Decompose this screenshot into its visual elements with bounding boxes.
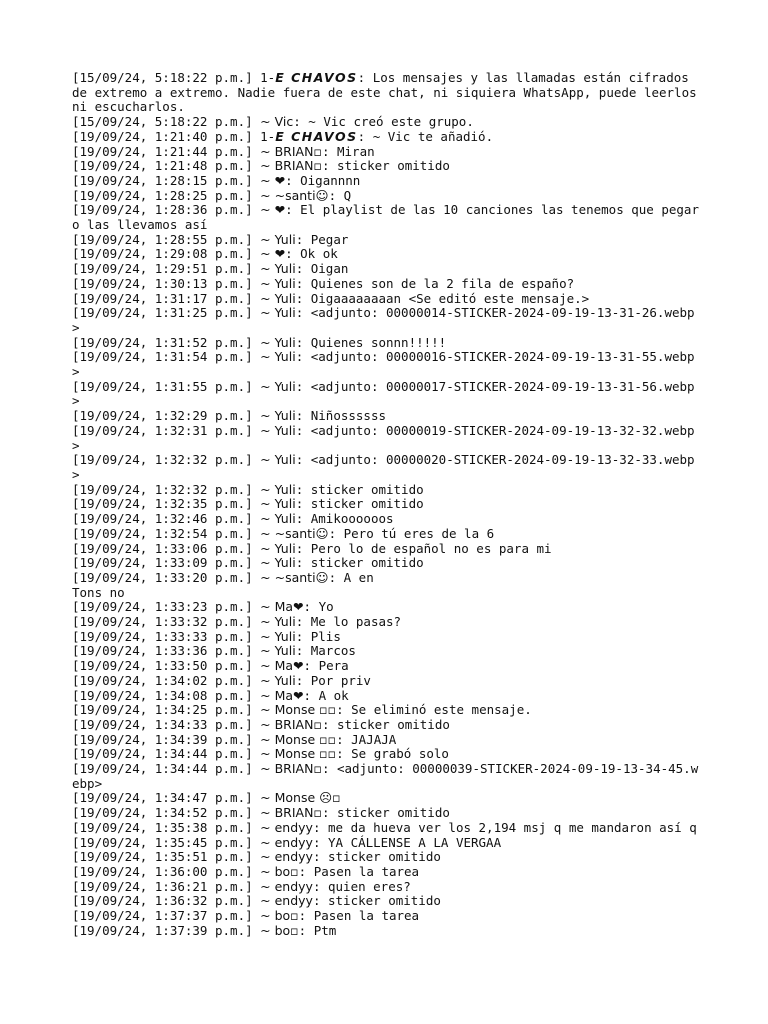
message-text: : Niñossssss <box>295 408 386 424</box>
sender-name: ~ Yuli <box>260 378 296 394</box>
message-timestamp: [19/09/24, 1:34:02 p.m.] <box>72 672 261 688</box>
message-line <box>72 130 702 145</box>
message-text: : Pasen la tarea <box>298 908 420 924</box>
message-timestamp: [19/09/24, 1:29:08 p.m.] <box>72 246 261 262</box>
message-text: : sticker omitido <box>312 849 441 865</box>
message-timestamp: [19/09/24, 1:28:36 p.m.] <box>72 202 261 218</box>
message-text: : A en Tons no <box>72 569 374 600</box>
message-text: : Amikoooooos <box>295 511 394 527</box>
message-text: : sticker omitido <box>321 158 450 174</box>
message-text: : sticker omitido <box>295 496 424 512</box>
message-text: : sticker omitido <box>295 481 424 497</box>
message-line <box>72 806 702 821</box>
message-text: : ~ Vic te añadió. <box>357 128 494 144</box>
message-line <box>72 556 702 571</box>
message-text: : YA CÁLLENSE A LA VERGAA <box>312 834 502 850</box>
sender-name: ~ BRIAN▫ <box>260 716 322 732</box>
sender-name: ~ Ma❤ <box>260 658 304 674</box>
message-line <box>72 571 702 600</box>
message-text: : ~ Vic creó este grupo. <box>293 114 474 130</box>
message-line <box>72 497 702 512</box>
message-timestamp: [19/09/24, 1:28:55 p.m.] <box>72 231 261 247</box>
message-timestamp: [19/09/24, 1:33:32 p.m.] <box>72 614 261 630</box>
message-text: : <adjunto: 00000016-STICKER-2024-09-19-13-31-55.webp> <box>72 349 695 380</box>
sender-name: ~ Yuli <box>260 540 296 556</box>
message-text: : Pero lo de español no es para mi <box>295 540 552 556</box>
message-text: : Plis <box>295 628 341 644</box>
sender-name: ~ endyy <box>260 834 313 850</box>
message-timestamp: [15/09/24, 5:18:22 p.m.] <box>72 114 261 130</box>
message-text: : <adjunto: 00000014-STICKER-2024-09-19-13-31-26.webp> <box>72 305 695 335</box>
message-text: : Se eliminó este mensaje. <box>336 702 532 718</box>
sender-name: ~ Yuli <box>260 511 296 527</box>
message-line <box>72 115 702 130</box>
message-timestamp: [19/09/24, 1:31:55 p.m.] <box>72 378 261 394</box>
message-timestamp: [19/09/24, 1:37:37 p.m.] <box>72 908 261 924</box>
message-line <box>72 527 702 542</box>
message-timestamp: [19/09/24, 1:35:38 p.m.] <box>72 819 261 835</box>
message-line <box>72 747 702 762</box>
message-line <box>72 659 702 674</box>
sender-name: ~ Yuli <box>260 496 296 512</box>
message-timestamp: [19/09/24, 1:32:54 p.m.] <box>72 525 261 541</box>
message-line <box>72 850 702 865</box>
message-text: : <adjunto: 00000019-STICKER-2024-09-19-13-32-32.webp> <box>72 422 695 453</box>
message-line <box>72 924 702 939</box>
message-timestamp: [19/09/24, 1:34:33 p.m.] <box>72 716 261 732</box>
message-line <box>72 306 702 335</box>
sender-name: ~ Monse ▫▫ <box>260 702 337 718</box>
sender-name: ~ Yuli <box>260 231 296 247</box>
message-line <box>72 202 707 233</box>
message-timestamp: [19/09/24, 1:37:39 p.m.] <box>72 922 261 938</box>
sender-name: ~ Yuli <box>260 334 296 350</box>
message-timestamp: [19/09/24, 1:31:17 p.m.] <box>72 290 261 306</box>
message-timestamp: [19/09/24, 1:32:32 p.m.] <box>72 452 261 468</box>
message-text: : <adjunto: 00000017-STICKER-2024-09-19-13-31-56.webp> <box>72 378 695 409</box>
message-line <box>72 630 702 645</box>
message-text: : sticker omitido <box>321 805 450 821</box>
message-text: : Pegar <box>295 231 349 247</box>
sender-name: ~ Yuli <box>260 408 296 424</box>
message-timestamp: [19/09/24, 1:34:25 p.m.] <box>72 702 261 718</box>
message-line <box>72 762 702 791</box>
message-timestamp: [19/09/24, 1:34:39 p.m.] <box>72 731 261 747</box>
sender-name: ~ Yuli <box>260 614 296 630</box>
sender-name: ~ BRIAN▫ <box>260 805 322 821</box>
message-line <box>72 159 702 174</box>
message-line <box>72 277 702 292</box>
message-line <box>72 409 702 424</box>
message-timestamp: [19/09/24, 1:35:45 p.m.] <box>72 834 261 850</box>
message-text: : Ptm <box>298 922 337 938</box>
message-line <box>72 894 702 909</box>
sender-name: ~ ~santi☺ <box>260 187 329 203</box>
message-text: : Q <box>328 187 352 203</box>
message-text: : Los mensajes y las llamadas están cifrados de extremo a extremo. Nadie fuera de este chat, ni siquiera WhatsApp, puede leerlos ni escucharlos. <box>72 70 705 115</box>
message-text: : El playlist de las 10 canciones las tenemos que pegar o las llevamos así <box>72 202 707 233</box>
sender-name: ~ Yuli <box>260 628 296 644</box>
message-line <box>72 909 702 924</box>
message-text: : Me lo pasas? <box>295 614 402 630</box>
message-line <box>72 262 702 277</box>
message-timestamp: [19/09/24, 1:32:46 p.m.] <box>72 511 261 527</box>
message-text: : Pera <box>303 658 349 674</box>
message-line <box>72 836 702 851</box>
message-timestamp: [19/09/24, 1:33:23 p.m.] <box>72 599 261 615</box>
message-timestamp: [19/09/24, 1:32:32 p.m.] <box>72 481 261 497</box>
sender-name: ~ BRIAN▫ <box>260 158 322 174</box>
sender-name: ~ Yuli <box>260 643 296 659</box>
message-line <box>72 189 702 204</box>
message-text: : Quienes sonnn!!!!! <box>295 334 447 350</box>
sender-name: ~ ❤ <box>260 172 286 188</box>
sender-name: ~ BRIAN▫ <box>260 761 322 777</box>
message-line <box>72 791 702 806</box>
sender-name: ~ ~santi☺ <box>260 569 329 585</box>
message-line <box>72 880 702 895</box>
sender-name: ~ Ma❤ <box>260 599 304 615</box>
message-line <box>72 718 702 733</box>
sender-name: ~ bo▫ <box>260 863 299 879</box>
message-timestamp: [19/09/24, 1:33:09 p.m.] <box>72 555 261 571</box>
sender-name: ~ Yuli <box>260 349 296 365</box>
message-line <box>72 380 702 409</box>
sender-name: ~ Monse ▫▫ <box>260 746 337 762</box>
sender-name: ~ Yuli <box>260 481 296 497</box>
sender-name: ~ Yuli <box>260 275 296 291</box>
message-timestamp: [19/09/24, 1:28:25 p.m.] <box>72 187 261 203</box>
message-line <box>72 600 702 615</box>
sender-name: ~ Ma❤ <box>260 687 304 703</box>
message-text: : sticker omitido <box>321 716 450 732</box>
message-line <box>72 615 702 630</box>
sender-name: ~ endyy <box>260 819 313 835</box>
message-timestamp: [19/09/24, 1:32:35 p.m.] <box>72 496 261 512</box>
message-line <box>72 145 702 160</box>
message-timestamp: [19/09/24, 1:33:20 p.m.] <box>72 569 261 585</box>
message-text: : quien eres? <box>312 878 411 894</box>
message-line <box>72 233 702 248</box>
sender-name: ~ Yuli <box>260 305 296 321</box>
sender-name: ~ Yuli <box>260 290 296 306</box>
message-text: : Quienes son de la 2 fila de españo? <box>295 275 575 291</box>
message-timestamp: [19/09/24, 1:36:00 p.m.] <box>72 863 261 879</box>
sender-name: ~ ~santi☺ <box>260 525 329 541</box>
message-line <box>72 674 702 689</box>
message-timestamp: [19/09/24, 1:21:44 p.m.] <box>72 143 261 159</box>
message-timestamp: [19/09/24, 1:32:29 p.m.] <box>72 408 261 424</box>
sender-name: ~ endyy <box>260 893 313 909</box>
message-timestamp: [19/09/24, 1:34:47 p.m.] <box>72 790 261 806</box>
chat-log <box>72 70 707 938</box>
message-line <box>72 821 702 836</box>
sender-name: ~ Monse ▫▫ <box>260 731 337 747</box>
message-line <box>72 483 702 498</box>
message-timestamp: [19/09/24, 1:31:52 p.m.] <box>72 334 261 350</box>
message-text: : Oigan <box>295 261 349 277</box>
message-text: : me da hueva ver los 2,194 msj q me mandaron así q <box>312 819 697 835</box>
message-text: : sticker omitido <box>295 555 424 571</box>
sender-name: ~ ❤ <box>260 202 286 218</box>
message-text: : Por priv <box>295 672 371 688</box>
message-timestamp: [19/09/24, 1:30:13 p.m.] <box>72 275 261 291</box>
message-timestamp: [19/09/24, 1:33:06 p.m.] <box>72 540 261 556</box>
sender-name: ~ Yuli <box>260 555 296 571</box>
message-text: : Pasen la tarea <box>298 863 420 879</box>
message-line <box>72 542 702 557</box>
message-timestamp: [19/09/24, 1:36:32 p.m.] <box>72 893 261 909</box>
message-timestamp: [19/09/24, 1:21:40 p.m.] 1- <box>72 128 276 144</box>
message-line <box>72 424 702 453</box>
message-timestamp: [19/09/24, 1:34:52 p.m.] <box>72 805 261 821</box>
message-timestamp: [19/09/24, 1:31:25 p.m.] <box>72 305 261 321</box>
message-timestamp: [19/09/24, 1:33:36 p.m.] <box>72 643 261 659</box>
message-text: : Marcos <box>295 643 356 659</box>
message-text: : <adjunto: 00000020-STICKER-2024-09-19-13-32-33.webp> <box>72 452 695 482</box>
message-text: : sticker omitido <box>312 893 441 909</box>
message-timestamp: [19/09/24, 1:21:48 p.m.] <box>72 158 261 174</box>
message-timestamp: [19/09/24, 1:34:44 p.m.] <box>72 761 261 777</box>
sender-name: ~ ❤ <box>260 246 286 262</box>
group-name: E CHAVOS <box>275 70 358 85</box>
message-text: : Se grabó solo <box>336 746 449 762</box>
message-timestamp: [19/09/24, 1:28:15 p.m.] <box>72 172 261 188</box>
message-timestamp: [19/09/24, 1:34:08 p.m.] <box>72 687 261 703</box>
message-line <box>72 865 702 880</box>
message-line <box>72 453 702 482</box>
sender-name: ~ bo▫ <box>260 908 299 924</box>
sender-name: ~ endyy <box>260 878 313 894</box>
sender-name: ~ endyy <box>260 849 313 865</box>
message-text: : <adjunto: 00000039-STICKER-2024-09-19-13-34-45.webp> <box>72 761 699 791</box>
sender-name: ~ Yuli <box>260 672 296 688</box>
message-line <box>72 703 702 718</box>
message-line <box>72 336 702 351</box>
message-timestamp: [19/09/24, 1:34:44 p.m.] <box>72 746 261 762</box>
sender-name: ~ bo▫ <box>260 922 299 938</box>
message-timestamp: [19/09/24, 1:31:54 p.m.] <box>72 349 261 365</box>
message-line <box>72 644 702 659</box>
sender-name: ~ Vic <box>260 114 294 130</box>
message-text: : Miran <box>321 143 375 159</box>
message-text: : Yo <box>303 599 334 615</box>
message-line <box>72 247 702 262</box>
group-name: E CHAVOS <box>275 128 358 144</box>
message-text: : JAJAJA <box>336 731 397 747</box>
message-timestamp: [19/09/24, 1:35:51 p.m.] <box>72 849 261 865</box>
message-line <box>72 70 705 115</box>
sender-name: ~ Monse ☹▫ <box>260 790 341 806</box>
message-timestamp: [15/09/24, 5:18:22 p.m.] 1- <box>72 70 276 85</box>
message-timestamp: [19/09/24, 1:33:33 p.m.] <box>72 628 261 644</box>
message-line <box>72 733 702 748</box>
message-line <box>72 512 702 527</box>
message-line <box>72 174 702 189</box>
message-line <box>72 292 702 307</box>
sender-name: ~ Yuli <box>260 261 296 277</box>
message-list <box>72 70 707 938</box>
message-line <box>72 350 702 379</box>
message-timestamp: [19/09/24, 1:33:50 p.m.] <box>72 658 261 674</box>
message-text: : Pero tú eres de la 6 <box>328 525 495 541</box>
message-timestamp: [19/09/24, 1:32:31 p.m.] <box>72 422 261 438</box>
message-text: : Ok ok <box>285 246 338 262</box>
sender-name: ~ Yuli <box>260 422 296 438</box>
message-text: : A ok <box>303 687 349 703</box>
sender-name: ~ Yuli <box>260 452 296 468</box>
message-timestamp: [19/09/24, 1:36:21 p.m.] <box>72 878 261 894</box>
message-timestamp: [19/09/24, 1:29:51 p.m.] <box>72 261 261 277</box>
message-text: : Oigannnn <box>285 172 361 188</box>
sender-name: ~ BRIAN▫ <box>260 143 322 159</box>
message-text: : Oigaaaaaaaan <Se editó este mensaje.> <box>295 290 590 306</box>
message-line <box>72 689 702 704</box>
